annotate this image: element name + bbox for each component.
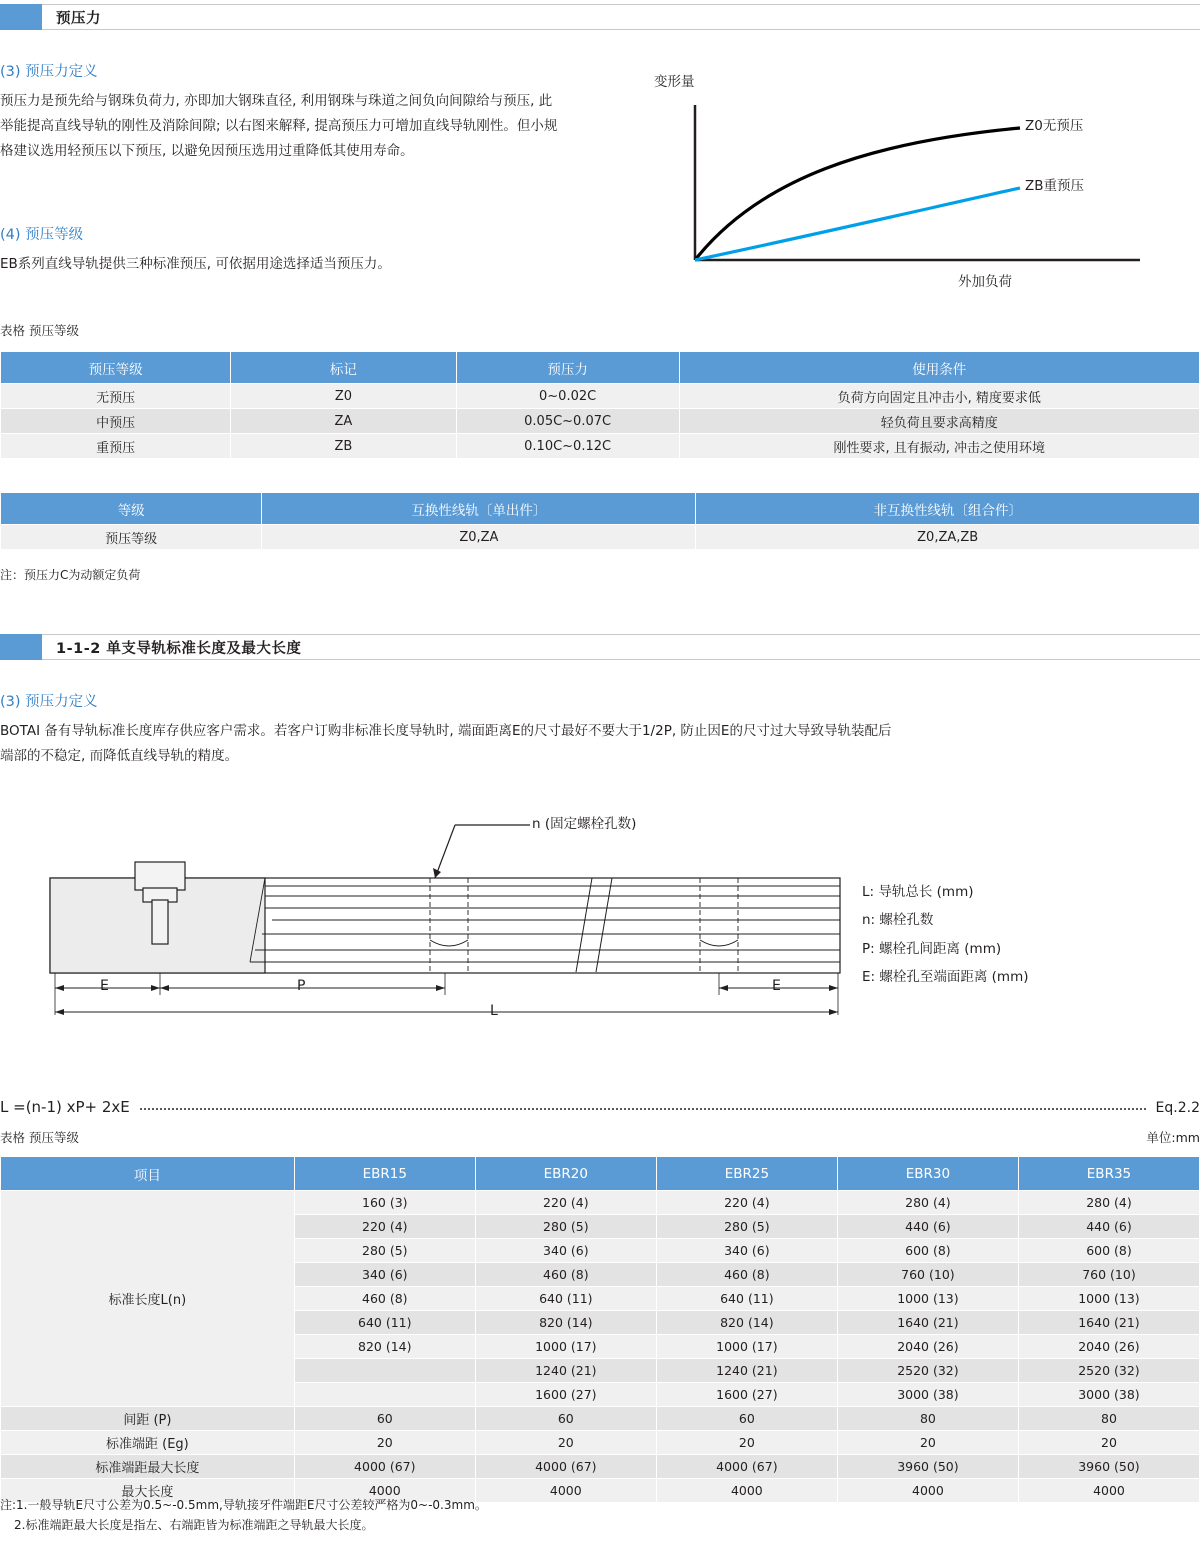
cell-length: 160 (3) — [294, 1191, 475, 1215]
chart-xlabel: 外加负荷 — [958, 274, 1012, 290]
chart-legend-zb: ZB重预压 — [1025, 178, 1085, 194]
cell-length: 760 (10) — [837, 1263, 1018, 1287]
row-label-pitch: 间距 (P) — [1, 1407, 295, 1431]
cell-condition: 刚性要求, 且有振动, 冲击之使用环境 — [679, 434, 1199, 459]
cell-length: 820 (14) — [294, 1335, 475, 1359]
table-row — [1, 434, 1200, 459]
legend-item-n: n: 螺栓孔数 — [862, 912, 934, 929]
chart-svg — [640, 60, 1180, 300]
col-header-ebr35: EBR35 — [1018, 1157, 1199, 1191]
cell-length: 1000 (13) — [837, 1287, 1018, 1311]
section-header-preload — [0, 4, 1200, 30]
cell-standard-end: 20 — [656, 1431, 837, 1455]
cell-mark: Z0 — [231, 384, 456, 409]
cell-length: 280 (5) — [656, 1215, 837, 1239]
cell-length: 220 (4) — [294, 1215, 475, 1239]
cell-max-length: 4000 — [1018, 1479, 1199, 1503]
cell-length: 460 (8) — [475, 1263, 656, 1287]
table-row — [1, 384, 1200, 409]
preload-grade-block — [0, 223, 560, 277]
cell-length: 1000 (17) — [475, 1335, 656, 1359]
section-header-length — [0, 634, 1200, 660]
cell-length: 2520 (32) — [837, 1359, 1018, 1383]
cell-length — [294, 1359, 475, 1383]
diagram-legend — [862, 878, 1029, 991]
cell-length: 1640 (21) — [837, 1311, 1018, 1335]
diagram-callout-label: n (固定螺栓孔数) — [532, 816, 637, 832]
cell-pitch: 60 — [294, 1407, 475, 1431]
cell-max-length: 4000 — [294, 1479, 475, 1503]
cell-length: 600 (8) — [837, 1239, 1018, 1263]
cell-force: 0.10C~0.12C — [456, 434, 679, 459]
col-header-item: 项目 — [1, 1157, 295, 1191]
table-row — [1, 409, 1200, 434]
row-label-standard-end: 标准端距 (Eg) — [1, 1431, 295, 1455]
row-label-standard-length: 标准长度L(n) — [1, 1191, 295, 1407]
cell-force: 0.05C~0.07C — [456, 409, 679, 434]
col-header-non-interchangeable: 非互换性线轨〔组合件〕 — [696, 493, 1200, 525]
preload-table-note: 注：预压力C为动额定负荷 — [0, 568, 141, 582]
dim-label-p: P — [297, 978, 306, 994]
cell-length: 640 (11) — [294, 1311, 475, 1335]
cell-length — [294, 1383, 475, 1407]
cell-condition: 轻负荷且要求高精度 — [679, 409, 1199, 434]
col-header-ebr25: EBR25 — [656, 1157, 837, 1191]
row-label-max-length: 最大长度 — [1, 1479, 295, 1503]
col-header-mark: 标记 — [231, 352, 456, 384]
table-row — [1, 1431, 1200, 1455]
cell-standard-end: 20 — [837, 1431, 1018, 1455]
interchangeability-table — [0, 492, 1200, 550]
cell-length: 3000 (38) — [1018, 1383, 1199, 1407]
cell-length: 220 (4) — [475, 1191, 656, 1215]
col-header-interchangeable: 互换性线轨〔单出件〕 — [262, 493, 696, 525]
col-header-level: 等级 — [1, 493, 262, 525]
chart-ylabel: 变形量 — [654, 74, 695, 90]
cell-length: 1600 (27) — [656, 1383, 837, 1407]
equation-text: L =(n-1) xP+ 2xE — [0, 1098, 130, 1116]
cell-max-standard-length: 4000 (67) — [656, 1455, 837, 1479]
cell-length: 1000 (17) — [656, 1335, 837, 1359]
cell-force: 0~0.02C — [456, 384, 679, 409]
cell-length: 600 (8) — [1018, 1239, 1199, 1263]
cell-grade: 中预压 — [1, 409, 231, 434]
cell-length: 3000 (38) — [837, 1383, 1018, 1407]
length-definition-text: BOTAI 备有导轨标准长度库存供应客户需求。若客户订购非标准长度导轨时, 端面距离E的尺寸最好不要大于1/2P, 防止因E的尺寸过大导致导轨装配后端部的不稳定, 而降低直线导轨的精度。 — [0, 723, 892, 764]
cell-length: 2040 (26) — [1018, 1335, 1199, 1359]
cell-length: 1000 (13) — [1018, 1287, 1199, 1311]
cell-length: 220 (4) — [656, 1191, 837, 1215]
cell-length: 340 (6) — [475, 1239, 656, 1263]
cell-pitch: 80 — [1018, 1407, 1199, 1431]
cell-length: 440 (6) — [837, 1215, 1018, 1239]
preload-table-caption: 表格 预压等级 — [0, 323, 79, 338]
equation-dot-leader — [140, 1108, 1146, 1110]
col-header-ebr30: EBR30 — [837, 1157, 1018, 1191]
cell-pitch: 80 — [837, 1407, 1018, 1431]
cell-length: 640 (11) — [656, 1287, 837, 1311]
cell-max-standard-length: 4000 (67) — [294, 1455, 475, 1479]
cell-grade: 无预压 — [1, 384, 231, 409]
cell-standard-end: 20 — [475, 1431, 656, 1455]
cell-max-standard-length: 3960 (50) — [1018, 1455, 1199, 1479]
length-table-caption: 表格 预压等级 — [0, 1130, 79, 1145]
table-row — [1, 525, 1200, 550]
length-table-notes — [0, 1496, 1200, 1533]
section-tab-marker — [0, 4, 42, 30]
cell-interchangeable: Z0,ZA — [262, 525, 696, 550]
col-header-ebr20: EBR20 — [475, 1157, 656, 1191]
preload-grade-text: EB系列直线导轨提供三种标准预压, 可依据用途选择适当预压力。 — [0, 256, 391, 272]
row-label-max-standard-length: 标准端距最大长度 — [1, 1455, 295, 1479]
note-line-1: 注:1.一般导轨E尺寸公差为0.5~-0.5mm,导轨接牙件端距E尺寸公差较严格为0~-0.3mm。 — [0, 1498, 487, 1512]
section-title: 预压力 — [56, 10, 101, 27]
cell-length: 2040 (26) — [837, 1335, 1018, 1359]
standard-length-table — [0, 1156, 1200, 1503]
dim-label-e-left: E — [100, 978, 109, 994]
dim-label-e-right: E — [772, 978, 781, 994]
cell-length: 440 (6) — [1018, 1215, 1199, 1239]
cell-length: 640 (11) — [475, 1287, 656, 1311]
preload-definition-text: 预压力是预先给与钢珠负荷力, 亦即加大钢珠直径, 利用钢珠与珠道之间负向间隙给与预压, 此举能提高直线导轨的刚性及消除间隙; 以右图来解释, 提高预压力可增加直线导轨刚性。但小规格建议选用轻预压以下预压, 以避免因预压选用过重降低其使用寿命。 — [0, 93, 558, 159]
cell-length: 1240 (21) — [656, 1359, 837, 1383]
deformation-load-chart — [640, 60, 1180, 300]
section-title-length: 1-1-2 单支导轨标准长度及最大长度 — [56, 640, 302, 657]
col-header-force: 预压力 — [456, 352, 679, 384]
cell-length: 760 (10) — [1018, 1263, 1199, 1287]
cell-length: 820 (14) — [656, 1311, 837, 1335]
cell-length: 280 (5) — [294, 1239, 475, 1263]
preload-grade-table — [0, 351, 1200, 459]
note-line-2: 2.标准端距最大长度是指左、右端距皆为标准端距之导轨最大长度。 — [14, 1518, 374, 1532]
cell-max-standard-length: 3960 (50) — [837, 1455, 1018, 1479]
cell-length: 1600 (27) — [475, 1383, 656, 1407]
col-header-condition: 使用条件 — [679, 352, 1199, 384]
cell-grade: 重预压 — [1, 434, 231, 459]
equation-number: Eq.2.2 — [1155, 1100, 1200, 1116]
table-row — [1, 1407, 1200, 1431]
cell-non-interchangeable: Z0,ZA,ZB — [696, 525, 1200, 550]
length-table-unit: 单位:mm — [1146, 1130, 1200, 1145]
cell-standard-end: 20 — [294, 1431, 475, 1455]
cell-pitch: 60 — [475, 1407, 656, 1431]
cell-max-length: 4000 — [656, 1479, 837, 1503]
table-header-row — [1, 352, 1200, 384]
cell-pitch: 60 — [656, 1407, 837, 1431]
equation-row — [0, 1098, 1200, 1116]
cell-length: 820 (14) — [475, 1311, 656, 1335]
preload-definition-block — [0, 60, 560, 164]
cell-condition: 负荷方向固定且冲击小, 精度要求低 — [679, 384, 1199, 409]
cell-max-length: 4000 — [475, 1479, 656, 1503]
cell-max-length: 4000 — [837, 1479, 1018, 1503]
cell-mark: ZB — [231, 434, 456, 459]
table-row — [1, 1191, 1200, 1215]
cell-length: 280 (4) — [837, 1191, 1018, 1215]
cell-length: 2520 (32) — [1018, 1359, 1199, 1383]
rail-diagram — [0, 800, 1200, 1050]
cell-max-standard-length: 4000 (67) — [475, 1455, 656, 1479]
cell-length: 340 (6) — [294, 1263, 475, 1287]
cell-length: 1240 (21) — [475, 1359, 656, 1383]
legend-item-e: E: 螺栓孔至端面距离 (mm) — [862, 969, 1029, 986]
preload-grade-heading: (4) 预压等级 — [0, 227, 84, 243]
cell-level: 预压等级 — [1, 525, 262, 550]
cell-length: 1640 (21) — [1018, 1311, 1199, 1335]
chart-legend-z0: Z0无预压 — [1025, 118, 1084, 134]
cell-length: 280 (5) — [475, 1215, 656, 1239]
length-definition-heading: (3) 预压力定义 — [0, 694, 98, 710]
cell-standard-end: 20 — [1018, 1431, 1199, 1455]
col-header-ebr15: EBR15 — [294, 1157, 475, 1191]
table-row — [1, 1455, 1200, 1479]
cell-length: 340 (6) — [656, 1239, 837, 1263]
dim-label-l: L — [490, 1003, 498, 1019]
cell-length: 460 (8) — [294, 1287, 475, 1311]
legend-item-p: P: 螺栓孔间距离 (mm) — [862, 940, 1002, 957]
preload-definition-heading: (3) 预压力定义 — [0, 64, 98, 80]
col-header-grade: 预压等级 — [1, 352, 231, 384]
cell-mark: ZA — [231, 409, 456, 434]
cell-length: 280 (4) — [1018, 1191, 1199, 1215]
cell-length: 460 (8) — [656, 1263, 837, 1287]
table-header-row — [1, 1157, 1200, 1191]
section-tab-marker — [0, 634, 42, 660]
legend-item-l: L: 导轨总长 (mm) — [862, 884, 974, 900]
table-header-row — [1, 493, 1200, 525]
